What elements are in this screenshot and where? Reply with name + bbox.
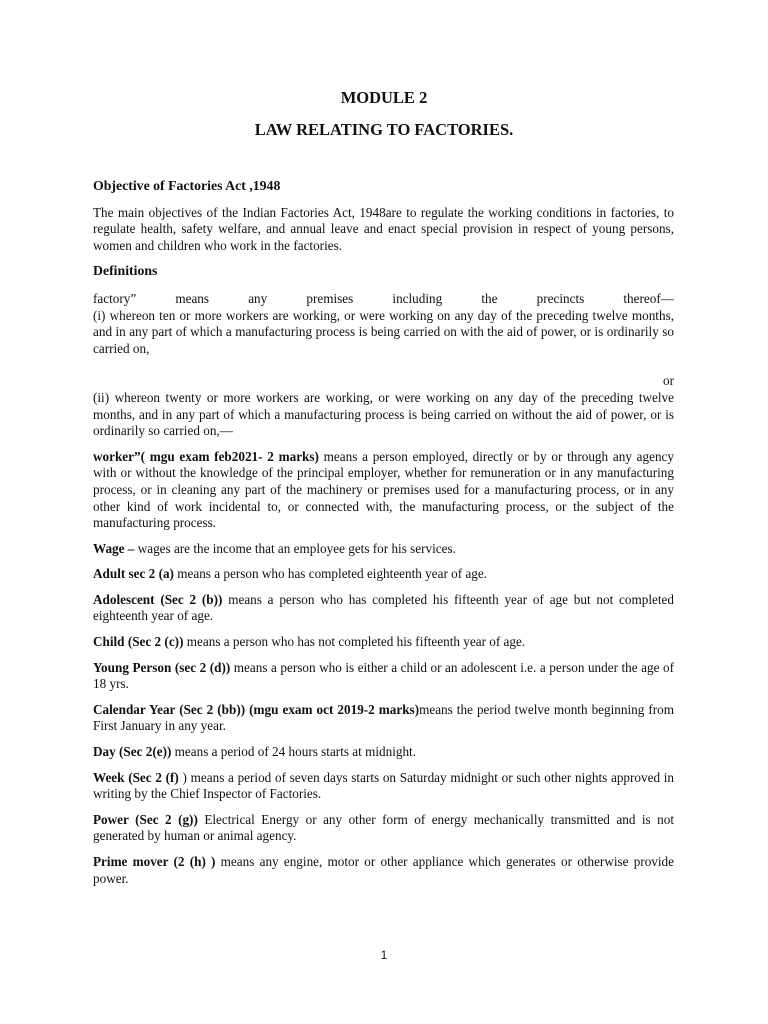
- definition-item: [93, 566, 674, 583]
- factory-clause-ii: (ii) whereon twenty or more workers are working, or were working on any day of the preceding twelve months, and in any part of which a manufacturing process is being carried on without the aid of power, or is ordinarily so carried on,—: [93, 389, 674, 439]
- definition-term: Power (Sec 2 (g)): [93, 811, 198, 827]
- definition-term: Prime mover (2 (h) ): [93, 854, 216, 869]
- definition-text: means a period of 24 hours starts at midnight.: [171, 744, 417, 760]
- definition-term: Adolescent (Sec 2 (b)): [93, 591, 223, 607]
- factory-word: including: [392, 290, 443, 306]
- definition-text: ) means a period of seven days starts on Saturday midnight or such other nights approved in writing by the Chief Inspector of Factories.: [93, 769, 675, 802]
- definition-term: Day (Sec 2(e)): [93, 744, 172, 760]
- factory-word: means: [175, 290, 210, 306]
- definition-text: means a person who has completed his fifteenth year of age but not completed eighteenth year of age.: [93, 591, 674, 624]
- definition-term: Week (Sec 2 (f): [93, 769, 179, 785]
- definitions-list: [93, 449, 674, 887]
- page-number: 1: [380, 948, 388, 962]
- factory-word: any: [248, 290, 268, 306]
- definition-term: Wage –: [93, 540, 135, 556]
- definition-text: wages are the income that an employee gets for his services.: [134, 540, 456, 556]
- factory-word: factory”: [93, 290, 137, 306]
- objective-paragraph: The main objectives of the Indian Factories Act, 1948are to regulate the working conditions in factories, to regulate health, safety welfare, and annual leave and enact special provision in respect of young persons, women and children who work in the factories.: [93, 204, 674, 253]
- definition-text: means a person employed, directly or by or through any agency with or without the knowledge of the principal employer, whether for remuneration or in any manufacturing process, or in cleaning any part of the machinery or premises used for a manufacturing process, or in any other kind of work incidental to, or connected with, the manufacturing process, or the subject of the manufacturing process.: [93, 448, 675, 531]
- definition-item: [93, 854, 674, 887]
- objective-heading: Objective of Factories Act ,1948: [93, 178, 281, 193]
- factory-word: premises: [306, 290, 354, 306]
- definition-text: means a person who has completed eighteenth year of age.: [173, 566, 488, 582]
- definition-item: [93, 634, 674, 651]
- factory-clause-i: (i) whereon ten or more workers are working, or were working on any day of the preceding twelve months, and in any part of which a manufacturing process is being carried on with the aid of power, or is ordinarily so carried on,: [93, 307, 674, 356]
- definition-item: [93, 449, 674, 532]
- definition-item: [93, 702, 674, 735]
- definition-term: worker”( mgu exam feb2021- 2 marks): [93, 448, 319, 464]
- definition-text: means any engine, motor or other appliance which generates or otherwise provide power.: [93, 854, 674, 886]
- definition-item: [93, 770, 674, 803]
- definition-item: [93, 812, 674, 845]
- factory-word: thereof—: [623, 290, 674, 306]
- definition-text: means a person who has not completed his fifteenth year of age.: [183, 634, 526, 650]
- factory-word: the: [481, 290, 498, 306]
- definition-text: means a person who is either a child or an adolescent i.e. a person under the age of 18 yrs.: [93, 659, 674, 692]
- definition-item: [93, 660, 674, 693]
- definitions-heading: Definitions: [93, 263, 158, 279]
- factory-or: or: [663, 373, 674, 389]
- definition-term: Calendar Year (Sec 2 (bb)) (mgu exam oct 2019-2 marks): [93, 701, 420, 717]
- page-title: LAW RELATING TO FACTORIES.: [254, 120, 514, 139]
- definition-text: means the period twelve month beginning from First January in any year.: [93, 701, 674, 734]
- definition-item: [93, 541, 674, 558]
- factory-word: precincts: [536, 290, 585, 306]
- definition-item: [93, 744, 674, 761]
- definition-term: Young Person (sec 2 (d)): [93, 659, 231, 675]
- factory-definition-intro: [93, 291, 674, 308]
- definition-term: Adult sec 2 (a): [93, 566, 174, 582]
- definition-item: [93, 592, 674, 625]
- definition-term: Child (Sec 2 (c)): [93, 634, 184, 650]
- definition-text: Electrical Energy or any other form of energy mechanically transmitted and is not generated by human or animal agency.: [93, 811, 674, 844]
- module-heading: MODULE 2: [340, 88, 428, 107]
- document-body: [93, 178, 674, 896]
